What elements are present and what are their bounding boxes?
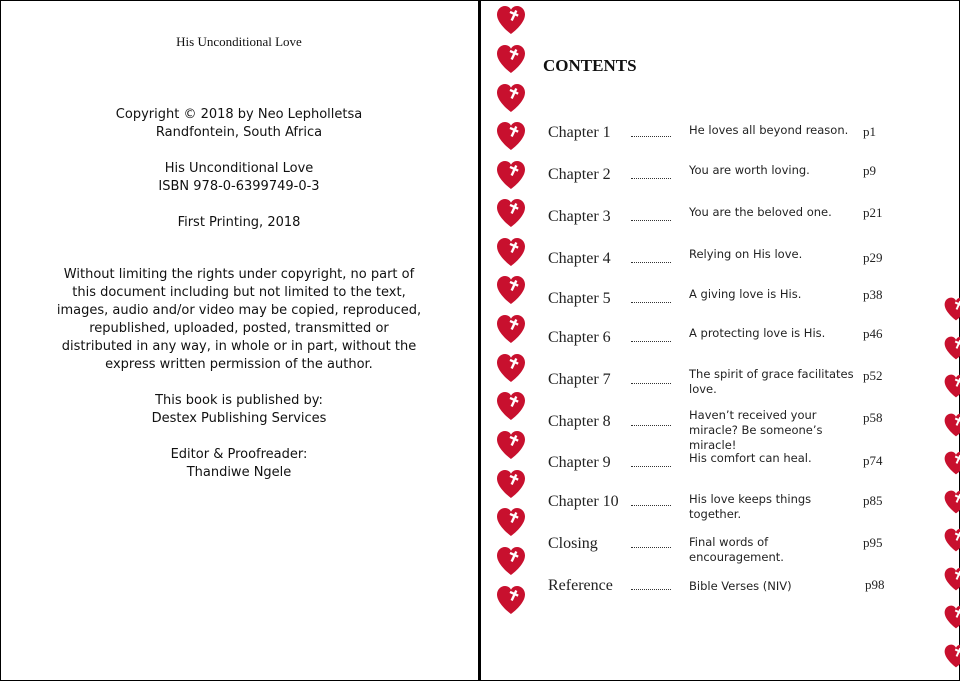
rights-line: this document including but not limited to the text, xyxy=(72,285,406,300)
printing-line: First Printing, 2018 xyxy=(177,215,301,230)
toc-chapter-label: Chapter 5 xyxy=(548,290,611,307)
editor-name: Thandiwe Ngele xyxy=(186,465,292,480)
location-line: Randfontein, South Africa xyxy=(155,125,323,140)
rights-line: express written permission of the author. xyxy=(105,357,373,372)
toc-description: Final words of encouragement. xyxy=(689,535,784,564)
toc-description: Relying on His love. xyxy=(689,247,803,261)
toc-page-number: p98 xyxy=(865,577,885,592)
toc-description: A protecting love is His. xyxy=(689,326,826,340)
toc-description: His comfort can heal. xyxy=(689,451,812,465)
toc-entry[interactable] xyxy=(481,493,960,527)
toc-leader-dots xyxy=(631,466,671,467)
editor-label: Editor & Proofreader: xyxy=(170,447,308,462)
toc-entry[interactable] xyxy=(481,163,960,200)
toc-entry[interactable] xyxy=(481,367,960,405)
toc-leader-dots xyxy=(631,136,671,137)
toc-leader-dots xyxy=(631,341,671,342)
toc-description: Bible Verses (NIV) xyxy=(689,579,792,593)
toc-leader-dots xyxy=(631,383,671,384)
toc-leader-dots xyxy=(631,425,671,426)
toc-page-number: p95 xyxy=(863,535,883,550)
toc-page-number: p21 xyxy=(863,205,883,220)
toc-entry[interactable] xyxy=(481,326,960,363)
toc-page-number: p1 xyxy=(863,124,876,139)
heart-with-cross-icon xyxy=(495,4,527,36)
toc-page-number: p38 xyxy=(863,287,883,302)
toc-entry[interactable] xyxy=(481,287,960,324)
toc-chapter-label: Chapter 7 xyxy=(548,371,611,388)
contents-heading: CONTENTS xyxy=(543,56,637,75)
toc-chapter-label: Chapter 6 xyxy=(548,329,611,346)
running-header-title: His Unconditional Love xyxy=(176,34,302,49)
toc-leader-dots xyxy=(631,589,671,590)
toc-page-number: p58 xyxy=(863,410,883,425)
toc-chapter-label: Reference xyxy=(548,577,613,594)
copyright-page xyxy=(0,0,478,681)
toc-chapter-label: Chapter 9 xyxy=(548,454,611,471)
toc-leader-dots xyxy=(631,220,671,221)
toc-entry[interactable] xyxy=(481,205,960,242)
book-title-line: His Unconditional Love xyxy=(164,161,314,176)
toc-entry[interactable] xyxy=(481,451,960,488)
toc-description: You are the beloved one. xyxy=(689,205,832,219)
toc-entry[interactable] xyxy=(481,247,960,284)
toc-page-number: p52 xyxy=(863,368,883,383)
toc-leader-dots xyxy=(631,547,671,548)
publisher-label: This book is published by: xyxy=(155,393,323,408)
toc-chapter-label: Closing xyxy=(548,535,598,552)
toc-leader-dots xyxy=(631,262,671,263)
toc-chapter-label: Chapter 8 xyxy=(548,413,611,430)
rights-line: Without limiting the rights under copyright, no part of xyxy=(63,267,415,282)
toc-leader-dots xyxy=(631,505,671,506)
toc-page-number: p85 xyxy=(863,493,883,508)
heart-with-cross-icon xyxy=(943,643,960,669)
toc-chapter-label: Chapter 4 xyxy=(548,250,611,267)
copyright-line: Copyright © 2018 by Neo Lepholletsa xyxy=(115,107,363,122)
toc-chapter-label: Chapter 10 xyxy=(548,493,619,510)
toc-entry[interactable] xyxy=(481,408,960,452)
toc-description: A giving love is His. xyxy=(689,287,802,301)
toc-description: The spirit of grace facilitates love. xyxy=(689,367,854,396)
toc-page-number: p74 xyxy=(863,453,883,468)
heart-with-cross-icon xyxy=(495,43,527,75)
toc-description: Haven’t received your miracle? Be someone’s miracle! xyxy=(689,408,823,452)
rights-line: distributed in any way, in whole or in part, without the xyxy=(61,339,417,354)
toc-description: He loves all beyond reason. xyxy=(689,123,849,137)
toc-entry[interactable] xyxy=(481,535,960,569)
toc-entry[interactable] xyxy=(481,124,960,158)
contents-page xyxy=(481,0,960,681)
toc-page-number: p9 xyxy=(863,163,876,178)
toc-leader-dots xyxy=(631,178,671,179)
heart-with-cross-icon xyxy=(495,82,527,114)
toc-description: You are worth loving. xyxy=(689,163,810,177)
toc-entry[interactable] xyxy=(481,577,960,611)
isbn-line: ISBN 978-0-6399749-0-3 xyxy=(158,179,320,194)
publisher-name: Destex Publishing Services xyxy=(151,411,327,426)
rights-line: republished, uploaded, posted, transmitted or xyxy=(89,321,389,336)
toc-leader-dots xyxy=(631,302,671,303)
toc-chapter-label: Chapter 3 xyxy=(548,208,611,225)
toc-chapter-label: Chapter 1 xyxy=(548,124,611,141)
toc-page-number: p46 xyxy=(863,326,883,341)
toc-description: His love keeps things together. xyxy=(689,492,812,521)
toc-page-number: p29 xyxy=(863,250,883,265)
toc-chapter-label: Chapter 2 xyxy=(548,166,611,183)
rights-line: images, audio and/or video may be copied, reproduced, xyxy=(56,303,422,318)
